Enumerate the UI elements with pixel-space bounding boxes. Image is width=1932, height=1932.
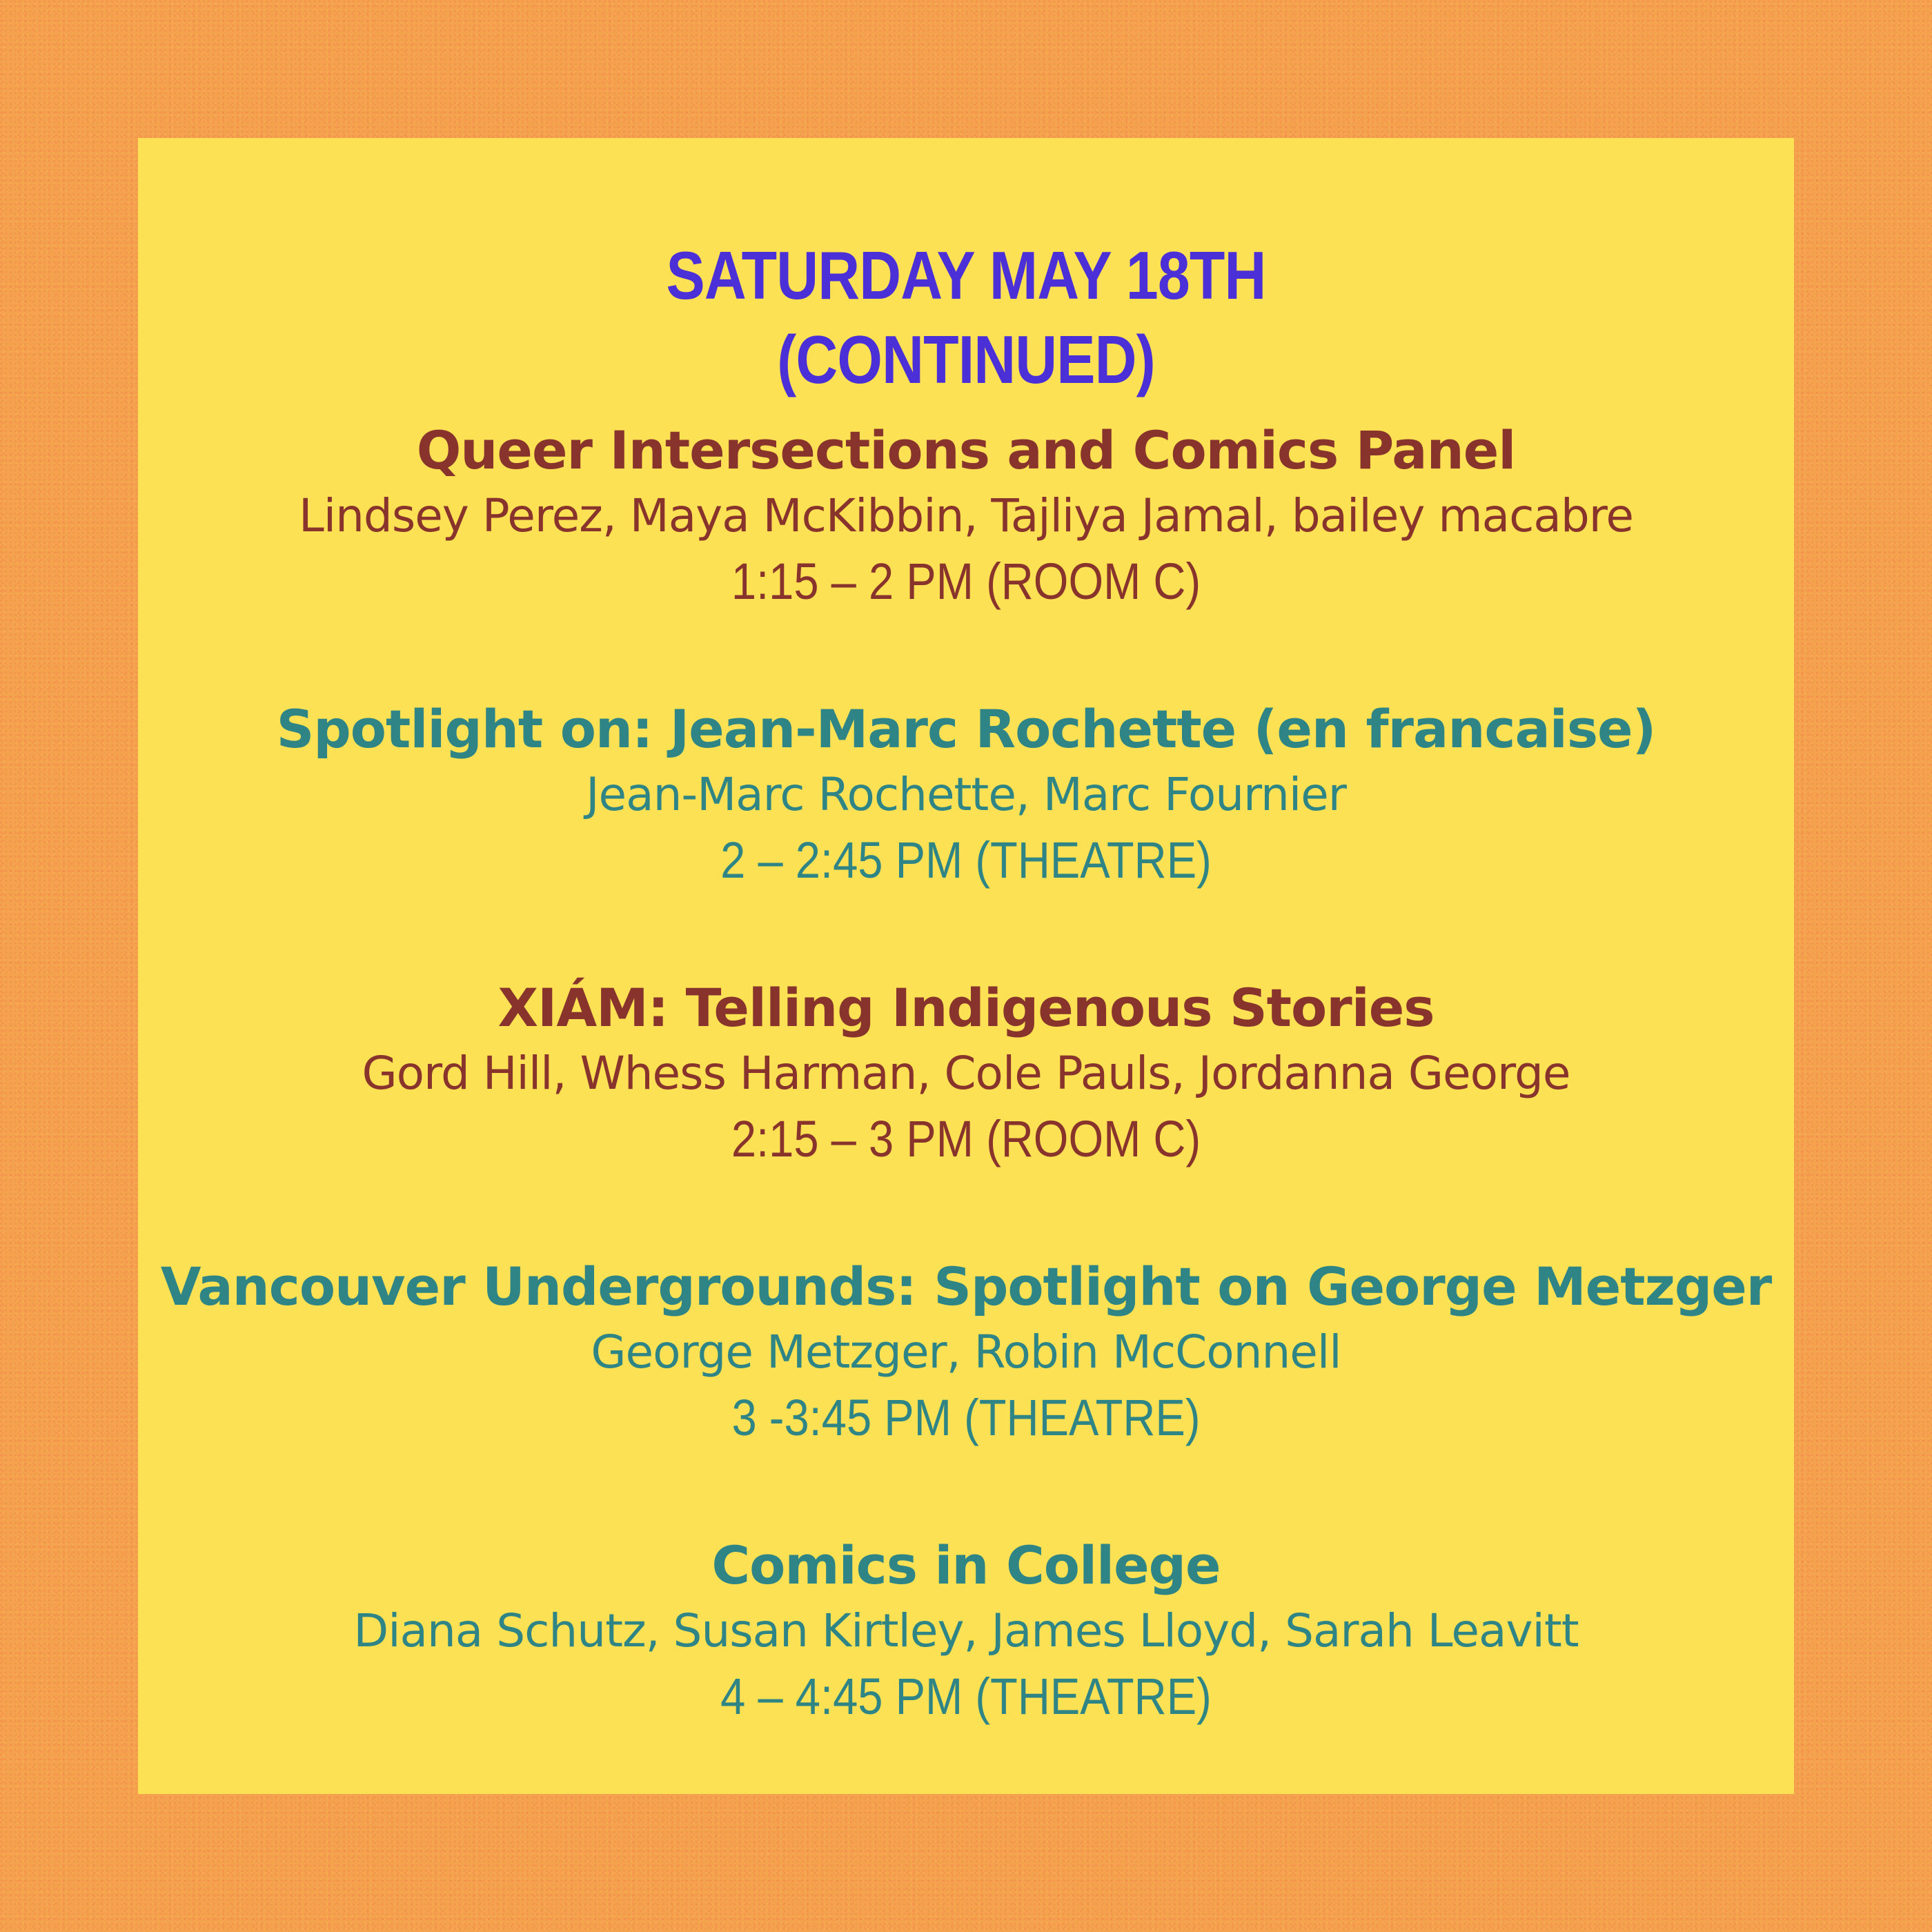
schedule-panel bbox=[138, 138, 1794, 1794]
event-item bbox=[138, 1532, 1794, 1730]
event-item bbox=[138, 1254, 1794, 1451]
event-list bbox=[138, 417, 1794, 1811]
event-item bbox=[138, 417, 1794, 615]
event-time: 2 – 2:45 PM (THEATRE) bbox=[720, 831, 1212, 889]
event-time: 2:15 – 3 PM (ROOM C) bbox=[731, 1110, 1201, 1167]
event-time: 4 – 4:45 PM (THEATRE) bbox=[720, 1668, 1212, 1725]
page-title bbox=[254, 233, 1678, 402]
event-panelists: Diana Schutz, Susan Kirtley, James Lloyd, Sarah Leavitt bbox=[353, 1604, 1579, 1657]
event-item bbox=[138, 696, 1794, 894]
event-title: Spotlight on: Jean-Marc Rochette (en francaise) bbox=[276, 698, 1656, 760]
title-continued: (CONTINUED) bbox=[777, 322, 1155, 397]
event-panelists: Jean-Marc Rochette, Marc Fournier bbox=[586, 768, 1346, 821]
event-panelists: Gord Hill, Whess Harman, Cole Pauls, Jordanna George bbox=[362, 1047, 1570, 1100]
event-title: XIÁM: Telling Indigenous Stories bbox=[497, 977, 1435, 1038]
event-time: 3 -3:45 PM (THEATRE) bbox=[731, 1389, 1201, 1446]
event-panelists: George Metzger, Robin McConnell bbox=[591, 1325, 1341, 1379]
event-item bbox=[138, 975, 1794, 1172]
event-title: Comics in College bbox=[711, 1535, 1221, 1596]
event-title: Vancouver Undergrounds: Spotlight on George Metzger bbox=[160, 1256, 1772, 1317]
event-panelists: Lindsey Perez, Maya McKibbin, Tajliya Jamal, bailey macabre bbox=[298, 489, 1634, 542]
event-time: 1:15 – 2 PM (ROOM C) bbox=[731, 553, 1201, 610]
event-title: Queer Intersections and Comics Panel bbox=[416, 420, 1516, 481]
title-date: SATURDAY MAY 18TH bbox=[666, 237, 1266, 313]
